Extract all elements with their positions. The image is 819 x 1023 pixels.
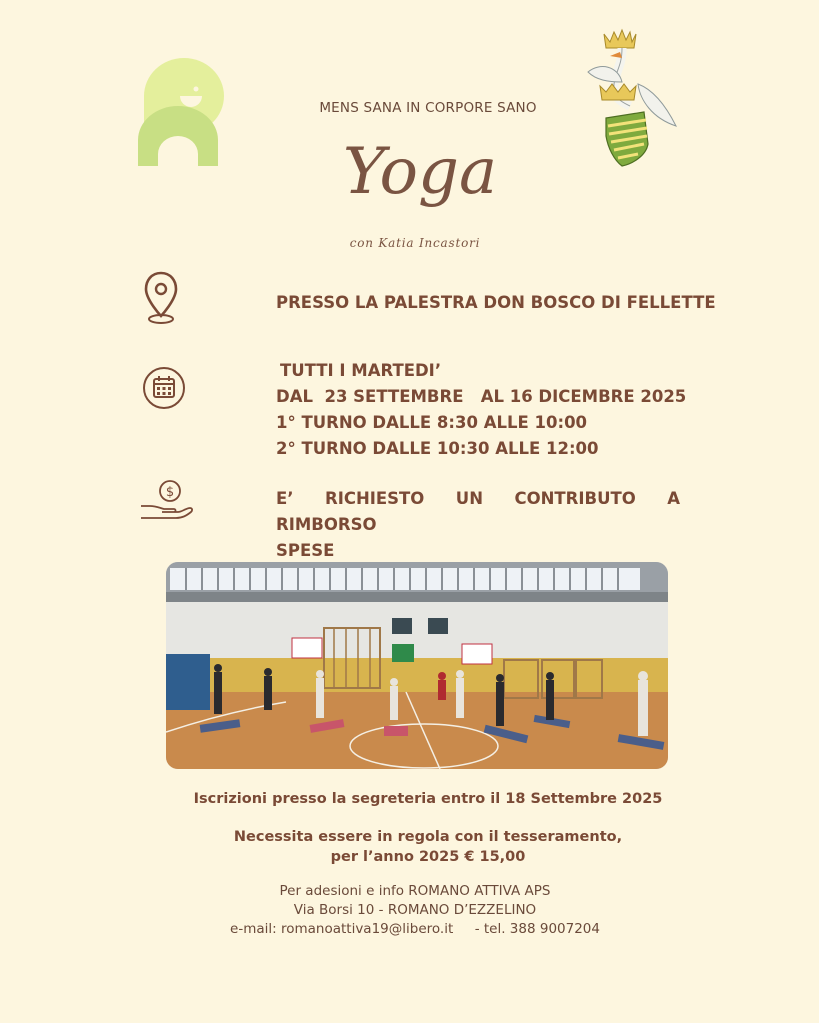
- schedule-text: [276, 358, 686, 462]
- enrollment-deadline: Iscrizioni presso la segreteria entro il 18 Settembre 2025: [193, 791, 663, 807]
- hand-coin-icon: [138, 478, 194, 522]
- contact-line-3: e-mail: romanoattiva19@libero.it - tel. 388 9007204: [230, 921, 600, 937]
- contribution-line-2: SPESE: [276, 541, 335, 560]
- contribution-line-1: E’ RICHIESTO UN CONTRIBUTO A RIMBORSO: [276, 489, 680, 534]
- schedule-line-3: 1° TURNO DALLE 8:30 ALLE 10:00: [276, 413, 588, 432]
- location-pin-icon: [142, 270, 180, 326]
- contact-line-2: Via Borsi 10 - ROMANO D’EZZELINO: [293, 902, 537, 918]
- calendar-icon: [142, 366, 186, 410]
- municipal-crest-icon: [578, 26, 682, 170]
- membership-line-1: Necessita essere in regola con il tesseramento,: [233, 829, 623, 845]
- svg-text:$: $: [165, 485, 175, 500]
- membership-line-2: per l’anno 2025 € 15,00: [330, 849, 526, 865]
- venue-text: [276, 290, 716, 316]
- schedule-line-1: TUTTI I MARTEDI’: [280, 361, 442, 380]
- schedule-line-2: DAL 23 SETTEMBRE AL 16 DICEMBRE 2025: [276, 387, 687, 406]
- contact-line-1: Per adesioni e info ROMANO ATTIVA APS: [279, 883, 551, 899]
- event-title: Yoga: [342, 135, 498, 209]
- contribution-text: [276, 486, 680, 564]
- tagline: MENS SANA IN CORPORE SANO: [319, 100, 537, 116]
- venue-line: PRESSO LA PALESTRA DON BOSCO DI FELLETTE: [276, 293, 716, 312]
- gym-photo: [166, 562, 668, 769]
- instructor-subtitle: con Katia Incastori: [349, 236, 481, 250]
- schedule-line-4: 2° TURNO DALLE 10:30 ALLE 12:00: [276, 439, 599, 458]
